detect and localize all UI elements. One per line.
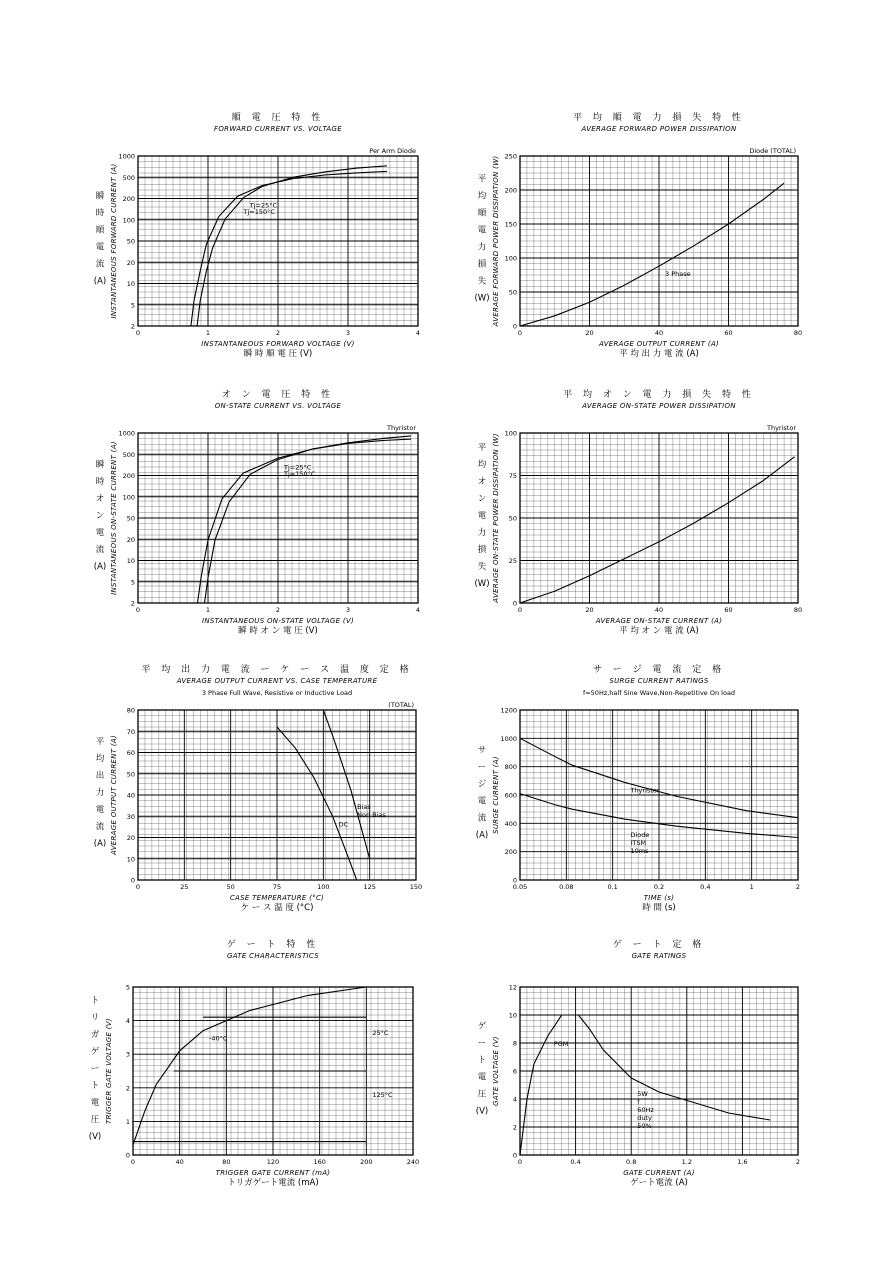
y-axis-label-jp-char: ー xyxy=(477,1038,487,1049)
x-tick-label: 4 xyxy=(415,606,421,614)
y-axis-label-jp-char: 瞬 xyxy=(95,191,105,202)
x-tick-label: 200 xyxy=(360,1158,373,1166)
y-tick-label: 12 xyxy=(508,983,517,992)
chart-title-jp: ゲ ー ト 特 性 xyxy=(226,940,320,950)
y-tick-label: 500 xyxy=(122,450,135,459)
chart-legend: Thyristor xyxy=(767,424,796,432)
y-tick-label: 40 xyxy=(126,791,135,800)
chart-panel-case-temperature xyxy=(15,660,435,913)
y-axis-label-jp-char: 圧 xyxy=(477,1089,487,1100)
x-axis-label-jp: 平 均 出 力 電 流 (A) xyxy=(619,349,699,359)
y-axis-label-jp-char: (V) xyxy=(88,1132,102,1142)
chart-title-jp: サ ー ジ 電 流 定 格 xyxy=(592,665,726,675)
x-axis-label-en: TIME (s) xyxy=(643,894,675,902)
x-tick-label: 0.8 xyxy=(626,1158,637,1166)
chart-annotation: DC xyxy=(338,820,349,829)
x-tick-label: 100 xyxy=(317,883,330,891)
x-tick-label: 40 xyxy=(654,606,664,614)
y-tick-label: 150 xyxy=(504,220,517,229)
chart-subtitle: f=50Hz,half Sine Wave,Non-Repetitive On load xyxy=(582,689,736,697)
y-axis-label-jp-char: 力 xyxy=(95,788,105,798)
x-tick-label: 0.1 xyxy=(607,883,618,891)
chart-legend: Per Arm Diode xyxy=(369,147,416,155)
x-axis-label-jp: 瞬 時 オ ン 電 圧 (V) xyxy=(238,626,318,636)
y-axis-label-jp-char: 電 xyxy=(95,528,105,538)
x-axis-label-jp: 平 均 オ ン 電 流 (A) xyxy=(619,626,699,636)
x-tick-label: 20 xyxy=(585,329,594,337)
series-line-1 xyxy=(578,1015,770,1120)
y-axis-label-jp-char: 瞬 xyxy=(95,460,105,470)
y-tick-label: 10 xyxy=(126,855,135,864)
y-axis-label-jp-char: オ xyxy=(95,494,105,504)
x-tick-label: 20 xyxy=(585,606,594,614)
y-tick-label: 5 xyxy=(130,578,135,587)
chart-title-en: GATE CHARACTERISTICS xyxy=(227,952,319,960)
y-axis-label-jp-char: 平 xyxy=(477,174,487,185)
y-tick-label: 0 xyxy=(512,322,517,331)
chart-subtitle: 3 Phase Full Wave, Resistive or Inductive Load xyxy=(201,689,353,697)
chart-annotation: Tj=25°C xyxy=(284,463,312,472)
x-tick-label: 0 xyxy=(517,1158,523,1166)
x-axis-label-en: INSTANTANEOUS ON-STATE VOLTAGE (V) xyxy=(201,617,355,625)
y-tick-label: 250 xyxy=(504,152,517,161)
series-line-0 xyxy=(520,457,795,603)
y-tick-label: 800 xyxy=(504,763,517,772)
x-tick-label: 120 xyxy=(266,1158,280,1166)
x-tick-label: 0.4 xyxy=(570,1158,581,1166)
y-tick-label: 4 xyxy=(512,1095,517,1104)
x-tick-label: 1.6 xyxy=(737,1158,748,1166)
y-tick-label: 2 xyxy=(125,1084,130,1093)
y-tick-label: 10 xyxy=(126,280,135,288)
chart-annotation: 125°C xyxy=(372,1091,393,1099)
y-tick-label: 200 xyxy=(122,195,135,203)
x-tick-label: 0 xyxy=(135,883,141,891)
x-tick-label: 0 xyxy=(130,1158,136,1166)
y-axis-label-jp-char: (A) xyxy=(93,562,107,572)
x-tick-label: 0 xyxy=(135,606,141,614)
x-tick-label: 0 xyxy=(517,329,523,337)
x-tick-label: 80 xyxy=(222,1158,231,1166)
y-axis-label-jp-char: 順 xyxy=(477,208,487,219)
y-axis-label-jp-char: ト xyxy=(90,1081,100,1091)
y-axis-label-jp-char: オ xyxy=(477,477,487,487)
y-axis-label-jp-char: 電 xyxy=(477,225,487,236)
y-axis-label-jp-char: ン xyxy=(95,511,105,521)
y-axis-label-jp-char: (V) xyxy=(475,1106,489,1117)
y-tick-label: 50 xyxy=(508,514,517,523)
y-tick-label: 200 xyxy=(504,848,517,857)
y-tick-label: 1000 xyxy=(118,152,135,161)
y-axis-label-en: AVERAGE ON-STATE POWER DISSIPATION (W) xyxy=(492,433,500,603)
x-tick-label: 1 xyxy=(205,329,211,337)
x-tick-label: 1 xyxy=(749,883,754,891)
chart-annotation: -40°C xyxy=(209,1034,228,1043)
y-tick-label: 20 xyxy=(126,834,135,842)
x-tick-label: 50 xyxy=(226,883,235,891)
y-tick-label: 20 xyxy=(126,258,135,267)
y-axis-label-jp-char: 均 xyxy=(477,191,487,202)
chart-annotation: 25°C xyxy=(372,1029,389,1038)
chart-title-en: SURGE CURRENT RATINGS xyxy=(609,677,709,685)
y-axis-label-jp-char: リ xyxy=(90,1013,100,1023)
x-tick-label: 125 xyxy=(363,883,376,891)
chart-title-en: AVERAGE FORWARD POWER DISSIPATION xyxy=(581,125,737,133)
y-axis-label-jp-char: (A) xyxy=(93,276,107,287)
y-tick-label: 50 xyxy=(126,770,135,779)
y-axis-label-jp-char: ト xyxy=(477,1055,487,1066)
y-tick-label: 60 xyxy=(126,749,135,757)
y-axis-label-en: SURGE CURRENT (A) xyxy=(492,756,500,834)
y-tick-label: 5 xyxy=(125,983,130,992)
chart-svg-p4 xyxy=(445,385,865,635)
y-tick-label: 1000 xyxy=(500,734,517,743)
y-axis-label-jp-char: 失 xyxy=(477,276,487,287)
x-axis-label-jp: ゲート電流 (A) xyxy=(630,1178,688,1188)
y-tick-label: 0 xyxy=(512,599,517,608)
y-axis-label-jp-char: 流 xyxy=(95,259,105,270)
x-tick-label: 2 xyxy=(795,883,801,891)
y-axis-label-jp-char: サ xyxy=(477,745,487,756)
y-tick-label: 2 xyxy=(512,1123,517,1132)
x-axis-label-en: INSTANTANEOUS FORWARD VOLTAGE (V) xyxy=(201,340,355,348)
y-axis-label-jp-char: 時 xyxy=(95,477,105,487)
chart-svg-p7 xyxy=(15,935,435,1205)
chart-panel-onstate-power xyxy=(445,385,865,636)
y-tick-label: 400 xyxy=(504,819,517,828)
chart-annotation: ITSM xyxy=(630,839,647,848)
chart-title-jp: 平 均 オ ン 電 力 損 失 特 性 xyxy=(563,390,755,400)
chart-title-jp: ゲ ー ト 定 格 xyxy=(612,940,706,950)
x-tick-label: 4 xyxy=(415,329,421,337)
chart-title-jp: 平 均 出 力 電 流 ー ケ ー ス 温 度 定 格 xyxy=(141,665,413,675)
y-axis-label-jp-char: ー xyxy=(90,1064,100,1074)
y-axis-label-jp-char: 電 xyxy=(90,1098,100,1108)
y-axis-label-jp-char: 電 xyxy=(95,242,105,253)
y-axis-label-jp-char: 均 xyxy=(95,754,105,764)
y-axis-label-jp-char: 電 xyxy=(477,511,487,521)
y-axis-label-jp-char: (A) xyxy=(93,839,107,849)
x-axis-label-jp: トリガゲート電流 (mA) xyxy=(227,1178,319,1188)
y-tick-label: 25 xyxy=(508,557,517,565)
y-tick-label: 0 xyxy=(512,1151,517,1160)
y-axis-label-en: GATE VOLTAGE (V) xyxy=(492,1036,500,1106)
y-tick-label: 30 xyxy=(126,812,135,821)
y-tick-label: 200 xyxy=(504,186,517,195)
x-tick-label: 0.08 xyxy=(559,883,574,891)
x-tick-label: 1 xyxy=(205,606,211,614)
chart-title-jp: オ ン 電 圧 特 性 xyxy=(221,390,335,400)
chart-panel-gate-ratings xyxy=(445,935,865,1188)
y-axis-label-jp-char: ゲ xyxy=(90,1047,100,1057)
x-tick-label: 80 xyxy=(793,329,803,337)
x-tick-label: 0.4 xyxy=(700,883,711,891)
y-tick-label: 5 xyxy=(130,301,135,310)
y-axis-label-jp-char: (A) xyxy=(475,830,489,841)
y-axis-label-jp-char: 順 xyxy=(95,225,105,236)
y-axis-label-jp-char: 流 xyxy=(95,822,105,832)
y-axis-label-en: AVERAGE FORWARD POWER DISSIPATION (W) xyxy=(492,155,500,327)
y-axis-label-en: AVERAGE OUTPUT CURRENT (A) xyxy=(110,734,118,856)
y-tick-label: 20 xyxy=(126,535,135,544)
y-axis-label-jp-char: 均 xyxy=(477,460,487,470)
y-tick-label: 1 xyxy=(125,1117,130,1126)
x-tick-label: 0 xyxy=(135,329,141,337)
y-axis-label-jp-char: 力 xyxy=(477,242,487,253)
y-tick-label: 50 xyxy=(126,237,135,246)
x-axis-label-jp: ケ ー ス 温 度 (°C) xyxy=(240,903,314,913)
chart-panel-gate-characteristics xyxy=(15,935,435,1188)
y-tick-label: 75 xyxy=(508,472,517,480)
y-axis-label-jp-char: 出 xyxy=(95,771,105,781)
y-tick-label: 4 xyxy=(125,1017,130,1026)
chart-annotation: Thyristor xyxy=(630,786,660,795)
chart-title-en: FORWARD CURRENT VS. VOLTAGE xyxy=(214,125,342,133)
y-tick-label: 0 xyxy=(125,1151,130,1160)
chart-annotation: duty xyxy=(637,1114,652,1122)
chart-annotation: PGM xyxy=(553,1040,569,1048)
x-tick-label: 2 xyxy=(275,329,281,337)
chart-svg-p3 xyxy=(15,385,435,635)
y-tick-label: 3 xyxy=(125,1050,130,1059)
x-tick-label: 160 xyxy=(313,1158,326,1166)
series-line-0 xyxy=(520,1015,569,1155)
y-tick-label: 2 xyxy=(130,322,135,331)
y-axis-label-jp-char: (W) xyxy=(474,293,490,304)
y-axis-label-jp-char: 流 xyxy=(95,545,105,555)
chart-annotation: f xyxy=(637,1098,640,1106)
x-tick-label: 0.05 xyxy=(512,883,528,891)
y-axis-label-jp-char: ン xyxy=(477,494,487,504)
y-tick-label: 100 xyxy=(122,493,135,502)
chart-panel-forward-power xyxy=(445,108,865,359)
x-tick-label: 60 xyxy=(724,329,733,337)
y-axis-label-jp-char: 平 xyxy=(477,443,487,453)
y-axis-label-en: INSTANTANEOUS ON-STATE CURRENT (A) xyxy=(110,441,118,595)
y-tick-label: 1200 xyxy=(500,706,517,715)
y-axis-label-jp-char: 電 xyxy=(477,1072,487,1083)
chart-annotation: 3 Phase xyxy=(665,270,691,279)
chart-title-en: ON-STATE CURRENT VS. VOLTAGE xyxy=(214,402,342,410)
y-tick-label: 0 xyxy=(512,876,517,885)
chart-annotation: Bias xyxy=(357,802,371,811)
x-axis-label-en: GATE CURRENT (A) xyxy=(623,1169,695,1177)
chart-svg-p2 xyxy=(445,108,865,358)
y-axis-label-jp-char: 電 xyxy=(95,805,105,815)
y-axis-label-jp-char: 電 xyxy=(477,796,487,807)
series-line-0 xyxy=(205,436,412,603)
y-tick-label: 10 xyxy=(126,557,135,565)
y-tick-label: 70 xyxy=(126,727,135,736)
x-tick-label: 40 xyxy=(654,329,664,337)
y-axis-label-jp-char: 流 xyxy=(477,813,487,824)
y-axis-label-jp-char: 平 xyxy=(95,737,105,747)
chart-title-en: GATE RATINGS xyxy=(631,952,687,960)
y-axis-label-jp-char: (W) xyxy=(474,579,490,589)
x-tick-label: 0 xyxy=(517,606,523,614)
y-tick-label: 80 xyxy=(126,706,135,715)
x-axis-label-en: CASE TEMPERATURE (°C) xyxy=(229,894,325,902)
chart-panel-surge-current xyxy=(445,660,865,913)
y-axis-label-jp-char: 損 xyxy=(477,545,487,555)
chart-svg-p5 xyxy=(15,660,435,920)
chart-legend: (TOTAL) xyxy=(388,701,414,709)
y-axis-label-jp-char: ジ xyxy=(477,779,487,790)
x-tick-label: 150 xyxy=(409,883,423,891)
x-tick-label: 60 xyxy=(724,606,733,614)
x-axis-label-en: TRIGGER GATE CURRENT (mA) xyxy=(215,1169,331,1177)
chart-title-jp: 平 均 順 電 力 損 失 特 性 xyxy=(573,113,745,123)
series-line-0 xyxy=(277,727,357,880)
chart-title-en: AVERAGE OUTPUT CURRENT VS. CASE TEMPERATURE xyxy=(176,677,378,685)
x-tick-label: 40 xyxy=(175,1158,184,1166)
x-axis-label-jp: 瞬 時 順 電 圧 (V) xyxy=(243,349,313,359)
chart-svg-p6 xyxy=(445,660,865,920)
chart-annotation: 5W xyxy=(637,1090,648,1098)
x-axis-label-jp: 時 間 (s) xyxy=(642,903,676,913)
y-axis-label-jp-char: ガ xyxy=(90,1030,100,1040)
y-tick-label: 600 xyxy=(504,791,517,800)
chart-panel-onstate-current xyxy=(15,385,435,636)
y-tick-label: 0 xyxy=(130,876,135,885)
x-axis-label-en: AVERAGE ON-STATE CURRENT (A) xyxy=(595,617,723,625)
y-tick-label: 2 xyxy=(130,599,135,608)
chart-title-en: AVERAGE ON-STATE POWER DISSIPATION xyxy=(582,402,736,410)
y-tick-label: 50 xyxy=(126,514,135,523)
chart-svg-p8 xyxy=(445,935,865,1205)
chart-annotation: Tj=150°C xyxy=(243,208,275,217)
y-tick-label: 50 xyxy=(508,288,517,297)
y-axis-label-jp-char: ー xyxy=(477,762,487,773)
y-tick-label: 100 xyxy=(122,216,135,225)
chart-annotation: Non Bias xyxy=(357,810,386,819)
chart-annotation: Diode xyxy=(630,831,650,840)
y-tick-label: 100 xyxy=(504,429,517,438)
x-tick-label: 80 xyxy=(793,606,803,614)
chart-annotation: Tj=25°C xyxy=(249,201,278,210)
chart-annotation: 60Hz xyxy=(637,1106,654,1114)
y-axis-label-jp-char: 失 xyxy=(477,562,487,572)
series-line-1 xyxy=(191,171,387,326)
chart-title-jp: 順 電 圧 特 性 xyxy=(231,113,325,123)
chart-annotation: 50% xyxy=(637,1122,652,1130)
chart-legend: Thyristor xyxy=(387,424,416,432)
x-axis-label-en: AVERAGE OUTPUT CURRENT (A) xyxy=(598,340,720,348)
x-tick-label: 2 xyxy=(795,1158,801,1166)
y-tick-label: 10 xyxy=(508,1011,517,1020)
y-tick-label: 500 xyxy=(122,173,135,182)
y-axis-label-jp-char: 時 xyxy=(95,208,105,219)
x-tick-label: 3 xyxy=(345,329,351,337)
x-tick-label: 0.2 xyxy=(653,883,665,891)
y-tick-label: 200 xyxy=(122,472,135,480)
y-tick-label: 100 xyxy=(504,254,517,263)
chart-annotation: 10ms xyxy=(630,847,649,856)
y-axis-label-jp-char: 損 xyxy=(477,259,487,270)
x-tick-label: 1.2 xyxy=(681,1158,692,1166)
y-axis-label-jp-char: 力 xyxy=(477,528,487,538)
y-tick-label: 6 xyxy=(512,1067,517,1076)
y-axis-label-en: TRIGGER GATE VOLTAGE (V) xyxy=(105,1018,113,1124)
y-axis-label-jp-char: ゲ xyxy=(477,1021,487,1032)
x-tick-label: 3 xyxy=(345,606,351,614)
chart-panel-forward-current xyxy=(15,108,435,359)
x-tick-label: 240 xyxy=(406,1158,420,1166)
x-tick-label: 25 xyxy=(180,883,189,891)
y-axis-label-jp-char: ト xyxy=(90,996,100,1006)
y-axis-label-jp-char: 圧 xyxy=(90,1115,100,1125)
y-tick-label: 1000 xyxy=(118,429,135,438)
x-tick-label: 75 xyxy=(272,883,282,891)
y-tick-label: 8 xyxy=(512,1039,517,1048)
chart-svg-p1 xyxy=(15,108,435,358)
chart-legend: Diode (TOTAL) xyxy=(749,147,796,155)
chart-annotation: Tj=150°C xyxy=(284,470,316,479)
y-axis-label-en: INSTANTANEOUS FORWARD CURRENT (A) xyxy=(110,163,118,319)
x-tick-label: 2 xyxy=(275,606,281,614)
